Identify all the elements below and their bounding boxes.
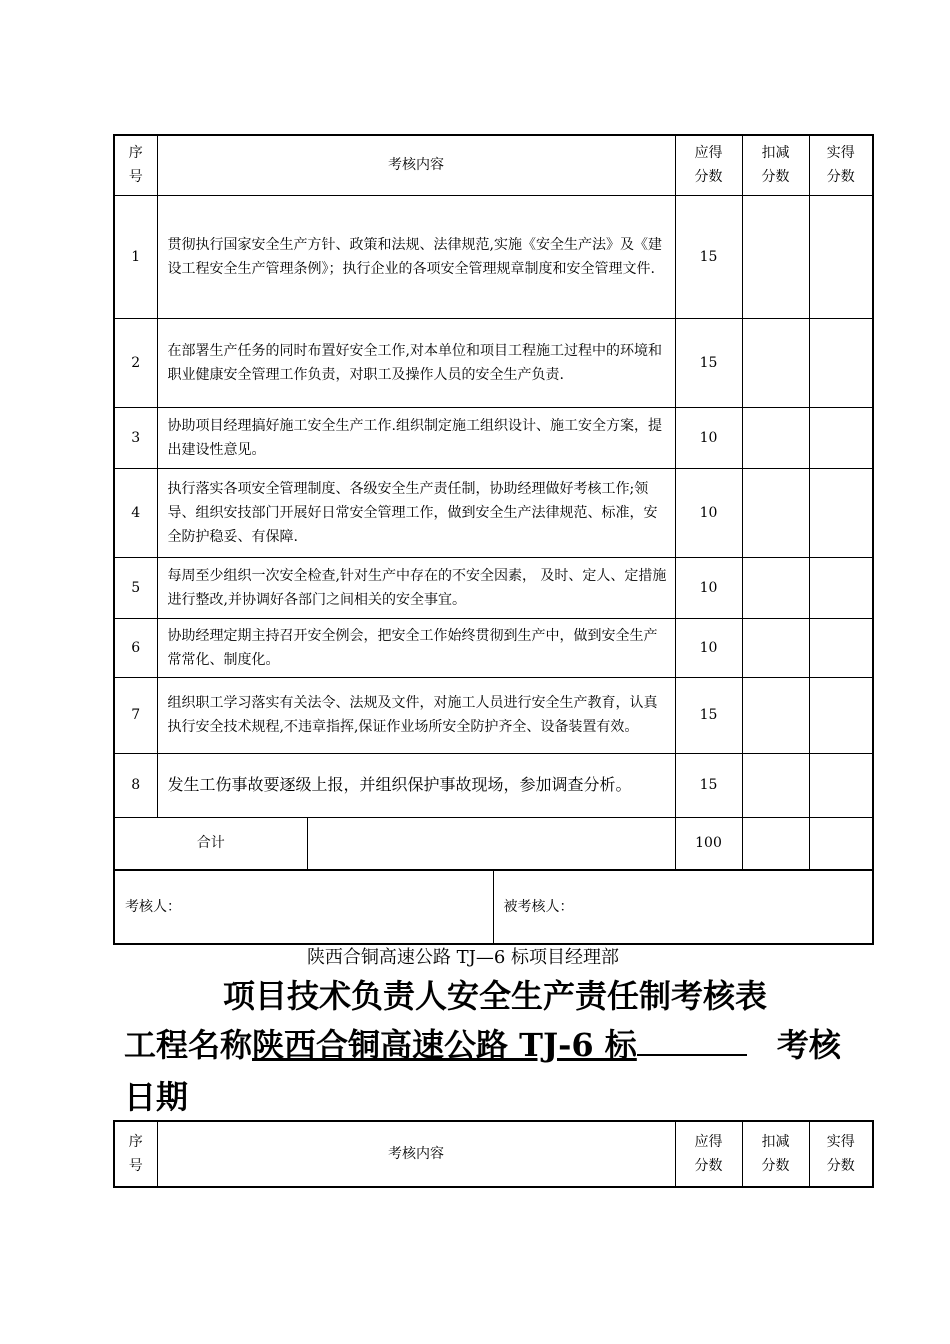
total-should-score: 100 (675, 817, 742, 870)
row-should-score: 15 (675, 195, 742, 318)
total-remarks[interactable] (307, 817, 675, 870)
row-deduct-score[interactable] (742, 407, 809, 468)
form-title: 项目技术负责人安全生产责任制考核表 (222, 977, 767, 1015)
row-deduct-score[interactable] (742, 468, 809, 557)
date-label-1: 考核 (776, 1026, 841, 1064)
row-should-score: 10 (675, 557, 742, 618)
row-actual-score[interactable] (809, 407, 873, 468)
assessee-field[interactable]: 被考核人： (493, 870, 873, 944)
row-actual-score[interactable] (809, 753, 873, 817)
row-content: 在部署生产任务的同时布置好安全工作,对本单位和项目工程施工过程中的环境和职业健康安全管理工作负责，对职工及操作人员的安全生产负责. (157, 318, 675, 407)
row-number: 1 (114, 195, 157, 318)
project-line (124, 1020, 874, 1070)
row-content: 协助经理定期主持召开安全例会，把安全工作始终贯彻到生产中，做到安全生产常常化、制度化。 (157, 618, 675, 677)
organization-line (0, 944, 950, 972)
row-should-score: 15 (675, 677, 742, 753)
header-seq: 序 号 (114, 1121, 157, 1187)
header-actual-score: 实得 分数 (809, 1121, 873, 1187)
row-number: 2 (114, 318, 157, 407)
header-content: 考核内容 (157, 1121, 675, 1187)
table-header-row (114, 1121, 873, 1187)
organization-name: 陕西合铜高速公路 TJ—6 标项目经理部 (306, 947, 620, 968)
header-seq: 序 号 (114, 135, 157, 195)
row-actual-score[interactable] (809, 318, 873, 407)
row-number: 5 (114, 557, 157, 618)
header-deduct-score: 扣减 分数 (742, 135, 809, 195)
row-content: 每周至少组织一次安全检查,针对生产中存在的不安全因素， 及时、定人、定措施进行整改,并协调好各部门之间相关的安全事宜。 (157, 557, 675, 618)
table-row (114, 195, 873, 318)
total-deduct-score[interactable] (742, 817, 809, 870)
row-number: 4 (114, 468, 157, 557)
row-should-score: 10 (675, 468, 742, 557)
total-label: 合计 (114, 817, 307, 870)
row-actual-score[interactable] (809, 468, 873, 557)
total-actual-score[interactable] (809, 817, 873, 870)
assessor-field[interactable]: 考核人： (114, 870, 493, 944)
row-content: 组织职工学习落实有关法令、法规及文件，对施工人员进行安全生产教育，认真执行安全技术规程,不违章指挥,保证作业场所安全防护齐全、设备装置有效。 (157, 677, 675, 753)
table-header-row (114, 135, 873, 195)
header-should-score: 应得 分数 (675, 1121, 742, 1187)
row-deduct-score[interactable] (742, 195, 809, 318)
row-should-score: 10 (675, 618, 742, 677)
row-content: 执行落实各项安全管理制度、各级安全生产责任制，协助经理做好考核工作;领导、组织安技部门开展好日常安全管理工作，做到安全生产法律规范、标准，安全防护稳妥、有保障. (157, 468, 675, 557)
row-number: 7 (114, 677, 157, 753)
project-name-blank[interactable] (637, 1022, 747, 1056)
row-deduct-score[interactable] (742, 557, 809, 618)
date-label-2: 日期 (124, 1078, 189, 1116)
header-should-score: 应得 分数 (675, 135, 742, 195)
row-deduct-score[interactable] (742, 677, 809, 753)
table-row (114, 753, 873, 817)
row-content: 协助项目经理搞好施工安全生产工作.组织制定施工组织设计、施工安全方案，提出建设性意见。 (157, 407, 675, 468)
table-row (114, 618, 873, 677)
row-actual-score[interactable] (809, 195, 873, 318)
row-actual-score[interactable] (809, 618, 873, 677)
row-deduct-score[interactable] (742, 618, 809, 677)
row-actual-score[interactable] (809, 677, 873, 753)
row-content: 贯彻执行国家安全生产方针、政策和法规、法律规范,实施《安全生产法》及《建设工程安全生产管理条例》；执行企业的各项安全管理规章制度和安全管理文件. (157, 195, 675, 318)
row-content: 发生工伤事故要逐级上报，并组织保护事故现场，参加调查分析。 (157, 753, 675, 817)
table-row (114, 468, 873, 557)
table-row (114, 318, 873, 407)
project-label: 工程名称 (124, 1026, 253, 1064)
project-name: 陕西合铜高速公路 TJ-6 标 (252, 1026, 637, 1064)
assessment-table (113, 134, 874, 871)
table-row (114, 677, 873, 753)
table-row (114, 407, 873, 468)
table-row (114, 557, 873, 618)
row-number: 8 (114, 753, 157, 817)
signature-table (113, 869, 874, 945)
row-should-score: 15 (675, 753, 742, 817)
row-actual-score[interactable] (809, 557, 873, 618)
row-should-score: 10 (675, 407, 742, 468)
date-line (124, 1072, 188, 1122)
header-content: 考核内容 (157, 135, 675, 195)
row-number: 3 (114, 407, 157, 468)
row-should-score: 15 (675, 318, 742, 407)
assessment-table-2 (113, 1120, 874, 1188)
row-deduct-score[interactable] (742, 318, 809, 407)
total-row (114, 817, 873, 870)
header-actual-score: 实得 分数 (809, 135, 873, 195)
row-number: 6 (114, 618, 157, 677)
header-deduct-score: 扣减 分数 (742, 1121, 809, 1187)
row-deduct-score[interactable] (742, 753, 809, 817)
